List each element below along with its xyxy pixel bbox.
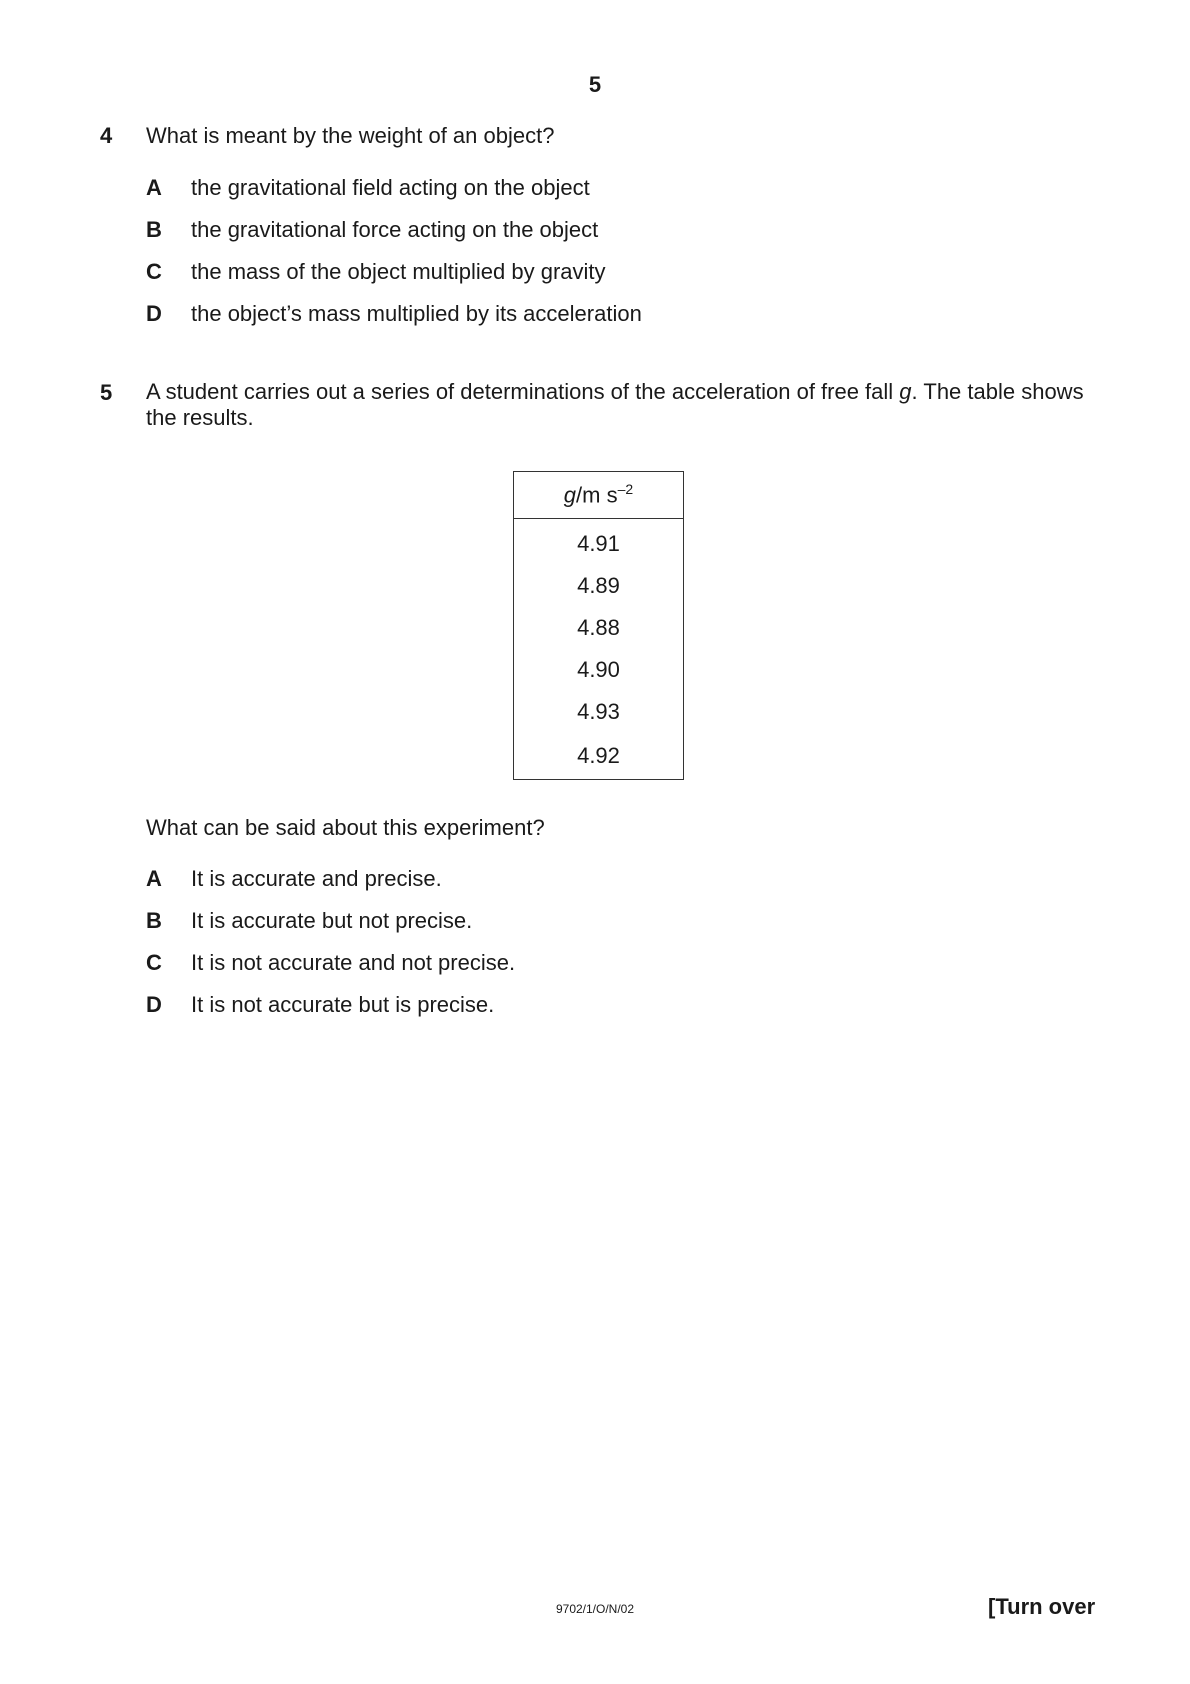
intro-g-symbol: g <box>899 379 912 404</box>
header-exponent: –2 <box>617 481 634 498</box>
table-cell: 4.90 <box>577 657 620 682</box>
table-cell: 4.88 <box>577 615 620 640</box>
q4-option-letter: D <box>146 301 162 326</box>
question-5-intro <box>146 379 1096 431</box>
question-4-number: 4 <box>100 123 113 148</box>
q4-option-letter: C <box>146 259 162 284</box>
header-symbol: g <box>563 482 577 508</box>
table-row <box>514 691 684 733</box>
q5-option-letter: B <box>146 908 162 933</box>
q5-option-text: It is accurate but not precise. <box>191 908 473 933</box>
table-cell: 4.91 <box>577 531 620 556</box>
results-table <box>513 471 684 780</box>
question-5-number: 5 <box>100 380 113 405</box>
table-header <box>514 472 684 519</box>
q5-option-letter: D <box>146 992 162 1017</box>
question-4-text: What is meant by the weight of an object? <box>146 123 555 148</box>
table-row <box>514 519 684 566</box>
table-row <box>514 607 684 649</box>
table-cell: 4.92 <box>577 743 620 768</box>
intro-part2: . The table shows the results. <box>146 379 1084 430</box>
q5-option-text: It is not accurate and not precise. <box>191 950 516 975</box>
paper-code: 9702/1/O/N/02 <box>555 1602 635 1616</box>
q5-option-letter: A <box>146 866 162 891</box>
q4-option-text: the gravitational force acting on the object <box>191 217 599 242</box>
turn-over-label: [Turn over <box>988 1594 1096 1619</box>
table-cell: 4.89 <box>577 573 620 598</box>
table-row <box>514 733 684 780</box>
q5-option-letter: C <box>146 950 162 975</box>
intro-part1: A student carries out a series of determinations of the acceleration of free fall <box>146 379 900 404</box>
q5-option-text: It is not accurate but is precise. <box>191 992 495 1017</box>
question-5-prompt: What can be said about this experiment? <box>146 815 545 840</box>
q4-option-text: the object’s mass multiplied by its acceleration <box>191 301 642 326</box>
table-row <box>514 565 684 607</box>
q5-option-text: It is accurate and precise. <box>191 866 442 891</box>
header-unit: /m s <box>576 482 618 508</box>
q4-option-text: the mass of the object multiplied by gravity <box>191 259 606 284</box>
page-number: 5 <box>588 72 602 97</box>
q4-option-letter: A <box>146 175 162 200</box>
q4-option-letter: B <box>146 217 162 242</box>
table-row <box>514 649 684 691</box>
q4-option-text: the gravitational field acting on the object <box>191 175 590 200</box>
table-cell: 4.93 <box>577 699 620 724</box>
